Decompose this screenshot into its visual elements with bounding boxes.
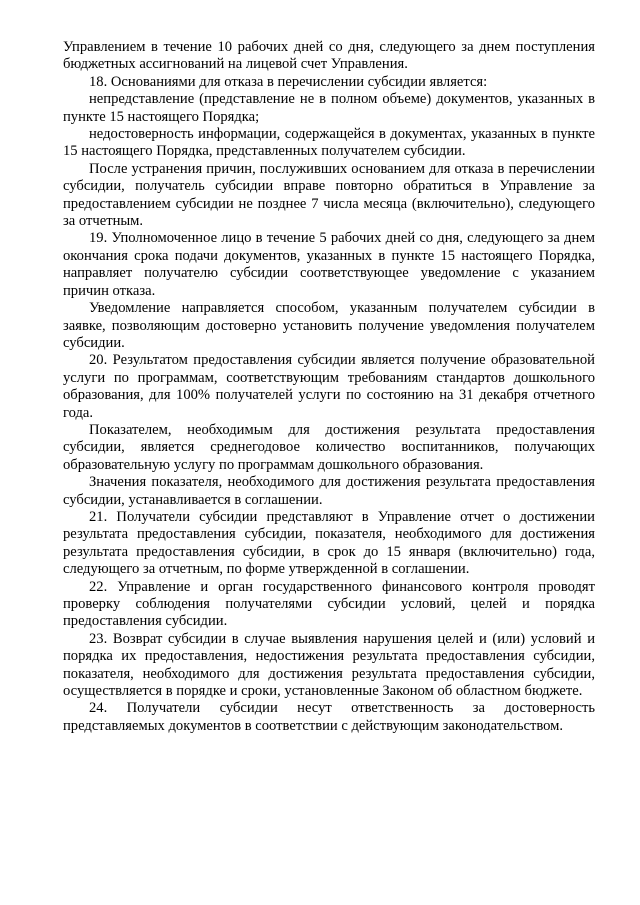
paragraph-21: 21. Получатели субсидии представляют в Управление отчет о достижении результата предоставления субсидии, показателя, необходимого для достижения результата предоставления субсидии, в срок до 15 января (включительно) года, следующего за отчетным, по форме утвержденной в соглашении. bbox=[63, 508, 595, 578]
paragraph-20: 20. Результатом предоставления субсидии является получение образовательной услуги по программам, соответствующим требованиям стандартов дошкольного образования, для 100% получателей услуги по состоянию на 31 декабря отчетного года. bbox=[63, 352, 595, 421]
paragraph-continuation: Управлением в течение 10 рабочих дней со дня, следующего за днем поступления бюджетных ассигнований на лицевой счет Управления. bbox=[63, 39, 595, 73]
paragraph-24: 24. Получатели субсидии несут ответственность за достоверность представляемых документов в соответствии с действующим законодательством. bbox=[63, 700, 595, 734]
document-page bbox=[63, 39, 595, 735]
paragraph-18: 18. Основаниями для отказа в перечислении субсидии является: bbox=[89, 73, 488, 90]
paragraph-18-resubmission: После устранения причин, послуживших основанием для отказа в перечислении субсидии, получатель субсидии вправе повторно обратиться в Управление за предоставлением субсидии не позднее 7 числа месяца (включительно), следующего за отчетным. bbox=[63, 160, 595, 230]
paragraph-20-indicator: Показателем, необходимым для достижения результата предоставления субсидии, является среднегодовое количество воспитанников, получающих образовательную услугу по программам дошкольного образования. bbox=[63, 421, 595, 473]
paragraph-19: 19. Уполномоченное лицо в течение 5 рабочих дней со дня, следующего за днем окончания срока подачи документов, указанных в пункте 15 настоящего Порядка, направляет получателю субсидии соответствующее уведомление с указанием причин отказа. bbox=[63, 230, 595, 299]
paragraph-22: 22. Управление и орган государственного финансового контроля проводят проверку соблюдения получателями субсидии условий, целей и порядка предоставления субсидии. bbox=[63, 578, 595, 630]
paragraph-18-item-1: непредставление (представление не в полном объеме) документов, указанных в пункте 15 настоящего Порядка; bbox=[63, 91, 595, 125]
paragraph-20-indicator-value: Значения показателя, необходимого для достижения результата предоставления субсидии, устанавливается в соглашении. bbox=[63, 474, 595, 508]
paragraph-19-notification: Уведомление направляется способом, указанным получателем субсидии в заявке, позволяющим достоверно установить получение уведомления получателем субсидии. bbox=[63, 300, 595, 351]
paragraph-18-item-2: недостоверность информации, содержащейся в документах, указанных в пункте 15 настоящего Порядка, представленных получателем субсидии. bbox=[63, 126, 595, 160]
paragraph-23: 23. Возврат субсидии в случае выявления нарушения целей и (или) условий и порядка их предоставления, недостижения результата предоставления субсидии, показателя, необходимого для достижения результата предоставления субсидии, осуществляется в порядке и сроки, установленные Законом об областном бюджете. bbox=[63, 630, 595, 700]
